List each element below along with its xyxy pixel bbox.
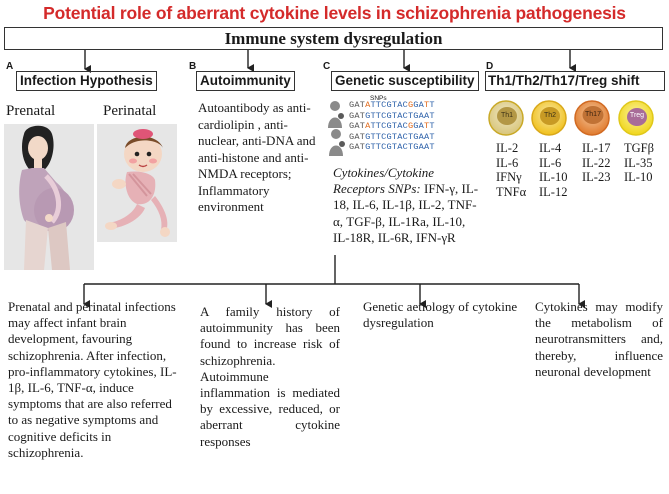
- dna-row: GATATTCGTACGGATT: [349, 121, 435, 132]
- banner-box: Immune system dysregulation: [4, 27, 663, 50]
- panel-d-heading: Th1/Th2/Th17/Treg shift: [485, 71, 665, 91]
- panel-b-letter: B: [189, 61, 197, 72]
- dna-row: GATGTTCGTACTGAAT: [349, 131, 435, 142]
- snps-label: SNPs: [370, 95, 387, 102]
- treg-label: Treg: [629, 112, 645, 119]
- perinatal-label: Perinatal: [103, 103, 157, 119]
- detail-a-text: Prenatal and perinatal infections may affect infant brain development, favouring schizophrenia. After infection, pro-inflammatory cytokines, IL-1β, IL-6, TNF-α, induce symptoms that are also referred to as negative symptoms and cognitive deficits in schizophrenia.: [8, 299, 177, 460]
- prenatal-label: Prenatal: [6, 103, 56, 119]
- th2-cytokines: IL-4 IL-6 IL-10 IL-12: [539, 141, 568, 199]
- panel-c-heading: Genetic susceptibility: [331, 71, 479, 91]
- detail-b-text: A family history of autoimmunity has been found to increase risk of schizophrenia. Autoimmune inflammation is mediated by excessive, reduced, or aberrant cytokine responses: [200, 304, 340, 449]
- snps-list: IFN-γ, IL-18, IL-6, IL-1β, IL-2, TNF-α, TGF-β, IL-1Ra, IL-10, IL-18R, IL-6R, IFN-γR: [333, 181, 479, 245]
- detail-d-text: Cytokines may modify the metabolism of neurotransmitters and, thereby, influence neuronal development: [535, 299, 663, 379]
- th17-cytokines: IL-17 IL-22 IL-23: [582, 141, 611, 184]
- figure-title: Potential role of aberrant cytokine levels in schizophrenia pathogenesis: [43, 3, 626, 23]
- th1-label: Th1: [500, 112, 514, 119]
- dna-sequences: [349, 100, 435, 153]
- th17-cell-icon: [575, 101, 609, 135]
- th2-label: Th2: [543, 112, 557, 119]
- th17-label: Th17: [585, 111, 601, 118]
- panel-d-letter: D: [486, 61, 494, 72]
- autoimmunity-text: Autoantibody as anti-cardiolipin , anti-nuclear, anti-DNA and anti-histone and anti-NMDA receptors; Inflammatory environment: [198, 100, 316, 214]
- th1-cytokines: IL-2 IL-6 IFNγ TNFα: [496, 141, 527, 199]
- baby-illustration: [97, 124, 177, 242]
- panel-b-heading: Autoimmunity: [196, 71, 295, 91]
- snps-text: [333, 165, 481, 246]
- people-silhouettes-icon: [326, 100, 348, 158]
- pregnant-woman-illustration: [4, 124, 94, 270]
- panel-c-letter: C: [323, 61, 331, 72]
- snps-italic: Cytokines/Cytokine Receptors SNPs:: [333, 165, 435, 197]
- panel-a-letter: A: [6, 61, 14, 72]
- dna-row: GATATTCGTACGGATT: [349, 100, 435, 110]
- treg-cytokines: TGFβ IL-35 IL-10: [624, 141, 654, 184]
- panel-a-heading: Infection Hypothesis: [16, 71, 157, 91]
- dna-row: GATGTTCGTACTGAAT: [349, 142, 435, 153]
- detail-c-text: Genetic aetiology of cytokine dysregulation: [363, 299, 518, 331]
- dna-row: GATGTTCGTACTGAAT: [349, 110, 435, 121]
